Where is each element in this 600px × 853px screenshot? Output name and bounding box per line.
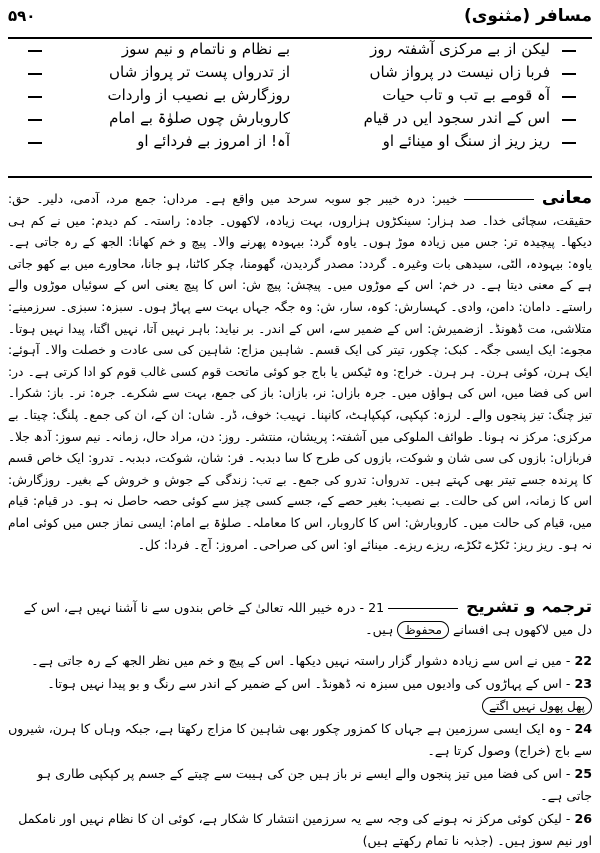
header-rule — [8, 37, 592, 39]
bracket-note: محفوظ — [397, 621, 449, 639]
note-number: 24 — [574, 721, 592, 736]
verse-dash — [562, 142, 576, 144]
heading-rule — [464, 199, 534, 200]
note-item: 24 - وہ ایک ایسی سرزمین ہے جہاں کا کمزور چکور بھی شاہین کا مزاج رکھتا ہے، جبکہ وہاں کا ہرن، شیروں سے باج (خراج) وصول کرتا ہے۔ — [8, 721, 592, 758]
page-header — [8, 6, 592, 32]
note-number: 21 — [368, 600, 385, 615]
note-number: 23 — [574, 676, 592, 691]
note-text: میں نے اس سے زیادہ دشوار گزار راستہ نہیں دیکھا۔ اس کے پیچ و خم میں نظر الجھ کے رہ جاتی ہے۔ — [31, 653, 562, 668]
running-title: مسافر (مثنوی) — [463, 6, 592, 26]
verse-dash — [562, 73, 576, 75]
poem-line-second: کاروبارش چوں صلوٰۃ بے امام — [109, 109, 290, 127]
note-item: 23 - اس کے پہاڑوں کی وادیوں میں سبزہ نہ ڈھونڈ۔ اس کے ضمیر کے اندر سے رنگ و بو پیدا نہیں ہوتا۔ پھل پھول نہیں اگتے — [47, 676, 592, 713]
note-item: 25 - اس کی فضا میں تیز پنجوں والے ایسے نر باز ہیں جن کی ہیبت سے چیتے کے جسم پر کپکپی طاری ہو جاتی ہے۔ — [37, 766, 592, 803]
glossary-text: خیبر: درہ خیبر جو سوبہ سرحد میں واقع ہے۔ مرداں: جمع مرد، آدمی، دلیر۔ حق: حقیقت، سچائی خدا۔ صد ہزار: سینکڑوں ہزاروں، بہت زیادہ، لاکھوں۔ جادہ: راستہ۔ کم دیدم: میں نے کم ہی دیکھا۔ پیچیدہ تر: جس میں زیادہ موڑ ہوں۔ یاوہ گرد: بیہودہ پھرنے والا۔ پیچ و خم کھانا: الجھ کے رہ جاتی ہے۔ یاوہ: بیہودہ، الٹی، سیدھی بات وغیرہ۔ گردد: مصدر گردیدن، گھومنا، چکر کاٹنا، ہو جانا، محاورے میں بے کھو جاتی ہے کے معنی دیتا ہے۔ در خم: اس کے موڑوں میں۔ پیچش: پیچ ش: اس کا پیچ یعنی اس کے سوئیاں موڑوں والے راستے۔ دامان: دامن، وادی۔ کہسارش: کوہ، سار، ش: وہ جگہ جہاں بہت سے پہاڑ ہوں۔ سبزہ: سبزی۔ سرزمینے: متلاشی، مت ڈھونڈ۔ ازضمیرش: اس کے ضمیر سے، اس کے اندر۔ بر نیاید: باہر نہیں آتا، نہیں اگتا، پیدا نہیں ہوتا۔ مجوے: ایک ایسی جگہ۔ کبک: چکور، تیتر کی ایک قسم۔ شاہین مزاج: شاہین کی سی عادت و خصلت والا۔ آہوئے: ایک ہرن، کوئی ہرن۔ ہر ہرن۔ خراج: وہ ٹیکس یا باج جو کوئی ماتحت قوم کسی غالب قوم کو ادا کرتی ہے۔ در: اس کی فضا میں، اس کی ہواؤں میں۔ جرہ بازاں: نر، بازاں: باز کی جمع، بہت سے شکرے۔ جرہ: نر۔ باز: شکرا۔ تیز چنگ: تیز پنجوں والے۔ لرزہ: کپکپی، کپکپاہٹ، کانپنا۔ نہیب: خوف، ڈر۔ شاں: ان کے، ان کی جمع۔ پلنگ: چیتا۔ بے مرکزی: مرکز نہ ہونا۔ طوائف الملوکی میں آشفتہ: پریشان، منتشر۔ روز: دن، مراد حال، زمانہ۔ نیم سوز: آدھ جلا۔ فربازاں: بازوں کی سی شان و شوکت، بازوں کی طرح کا سا دبدبہ۔ فر: شان، شوکت، دبدبہ۔ تدرو: ایک خاص قسم کا پرندہ جسے تیتر بھی کہتے ہیں۔ تدرواں: تدرو کی جمع۔ بے تب: زندگی کے جوش و خروش کے بغیر۔ روزگارش: اس کا زمانہ، اس کی حالت۔ بے نصیب: بغیر حصے کے، جسے کسی چیز سے کوئی حصہ حاصل نہ ہو۔ در قیام: قیام میں، قیام کی حالت میں۔ کاروبارش: اس کا کاروبار، اس کا معاملہ۔ صلوٰۃ بے امام: ایسی نماز جس میں کوئی امام نہ ہو۔ ریز ریز: ٹکڑے ٹکڑے، ریزے ریزے۔ مینائے او: اس کی صراحی۔ امروز: آج۔ فردا: کل۔ — [8, 192, 592, 552]
poem-couplet — [20, 132, 580, 155]
poem-line-first: ریز ریز از سنگ او مینائے او — [382, 132, 550, 150]
note-item: 22 - میں نے اس سے زیادہ دشوار گزار راستہ نہیں دیکھا۔ اس کے پیچ و خم میں نظر الجھ کے رہ جاتی ہے۔ — [31, 653, 592, 668]
poem-line-first: آہ قومے بے تب و تاب حیات — [382, 86, 550, 104]
verse-dash — [28, 50, 42, 52]
heading-rule — [388, 608, 458, 609]
verse-dash — [562, 119, 576, 121]
poem-line-second: روزگارش بے نصیب از واردات — [107, 86, 290, 104]
note-text: اس کی فضا میں تیز پنجوں والے ایسے نر باز ہیں جن کی ہیبت سے چیتے کے جسم پر کپکپی طاری ہو جاتی ہے۔ — [37, 766, 592, 803]
note-number: 25 — [574, 766, 592, 781]
poem-couplet — [20, 109, 580, 132]
note-number: 22 — [574, 653, 592, 668]
verse-dash — [28, 142, 42, 144]
page-number: ۵۹۰ — [8, 7, 36, 25]
inline-bracket: خراج — [519, 743, 546, 758]
verse-dash — [28, 119, 42, 121]
poem-line-second: از تدرواں پست تر پرواز شاں — [109, 63, 290, 81]
translation-notes — [8, 650, 592, 853]
verse-dash — [28, 73, 42, 75]
glossary-section — [8, 188, 592, 596]
poem-line-first: اس کے اندر سجود ایں در قیام — [363, 109, 550, 127]
poem-line-second: بے نظام و ناتمام و نیم سوز — [121, 40, 290, 58]
note-number: 26 — [574, 811, 592, 826]
note-text: وہ ایک ایسی سرزمین ہے جہاں کا کمزور چکور بھی شاہین کا مزاج رکھتا ہے، جبکہ وہاں کا ہرن، شیروں سے باج — [8, 721, 592, 758]
section-divider — [8, 176, 592, 178]
bracket-note: پھل پھول نہیں اگتے — [482, 697, 592, 715]
translation-intro: ترجمہ و تشریح 21 - درہ خیبر اللہ تعالیٰ کے خاص بندوں سے نا آشنا نہیں ہے، اس کے دل میں لاکھوں ہی افسانے محفوظ ہیں۔ — [23, 597, 592, 637]
translation-heading: ترجمہ و تشریح — [466, 597, 592, 617]
translation-intro-tail: ہیں۔ — [365, 622, 394, 637]
poem-couplet — [20, 86, 580, 109]
poem-couplet — [20, 40, 580, 63]
inline-bracket: جذبہ نا تمام رکھتے ہیں — [367, 833, 489, 848]
poem-line-second: آہ! از امروز بے فردائے او — [137, 132, 290, 150]
translation-intro-text: درہ خیبر اللہ تعالیٰ کے خاص بندوں سے نا آشنا نہیں ہے، اس کے دل میں لاکھوں ہی افسانے — [23, 600, 592, 637]
poem-line-first: فربا زاں نیست در پرواز شاں — [369, 63, 550, 81]
note-text: لیکن کوئی مرکز نہ ہونے کی وجہ سے یہ سرزمین انتشار کا شکار ہے، کوئی ان کا نظام نہیں اور نامکمل اور نیم سوز ہیں۔ — [18, 811, 592, 848]
verse-dash — [28, 96, 42, 98]
note-item: 26 - لیکن کوئی مرکز نہ ہونے کی وجہ سے یہ سرزمین انتشار کا شکار ہے، کوئی ان کا نظام نہیں اور نامکمل اور نیم سوز ہیں۔ (جذبہ نا تمام رکھتے ہیں) — [18, 811, 592, 848]
note-text: اس کے پہاڑوں کی وادیوں میں سبزہ نہ ڈھونڈ۔ اس کے ضمیر کے اندر سے رنگ و بو پیدا نہیں ہوتا۔ — [47, 676, 562, 691]
verse-dash — [562, 96, 576, 98]
poem-couplet — [20, 63, 580, 86]
verse-dash — [562, 50, 576, 52]
poem-block — [20, 40, 580, 155]
poem-line-first: لیکن از بے مرکزی آشفتہ روز — [370, 40, 550, 58]
glossary-heading: معانی — [541, 188, 592, 208]
note-tail: وصول کرتا ہے۔ — [427, 743, 511, 758]
